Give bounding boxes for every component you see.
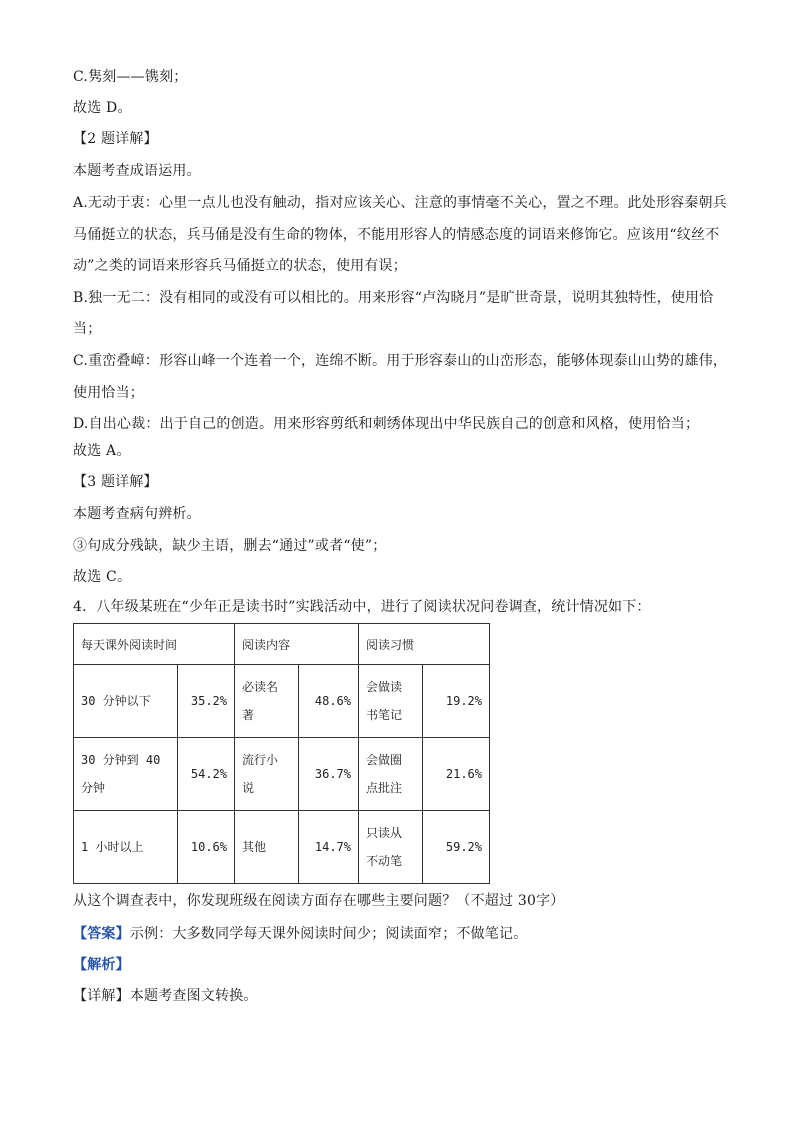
table-row: [74, 738, 490, 811]
table-cell: 35.2%: [178, 665, 235, 738]
option-a-line: A.无动于衷：心里一点儿也没有触动，指对应该关心、注意的事情毫不关心，置之不理。此处形容秦朝兵: [73, 195, 727, 211]
answer-text: 示例：大多数同学每天课外阅读时间少；阅读面窄；不做笔记。: [129, 926, 528, 942]
table-cell: 会做读 书笔记: [359, 665, 423, 738]
table-row: [74, 811, 490, 884]
table-cell: 其他: [235, 811, 299, 884]
table-cell: 1 小时以上: [74, 811, 178, 884]
text-line: ③句成分残缺，缺少主语，删去“通过”或者“使”；: [73, 538, 387, 554]
text-line: 本题考查病句辨析。: [73, 506, 201, 522]
option-a-line: 马俑挺立的状态，兵马俑是没有生命的物体，不能用形容人的情感态度的词语来修饰它。应该用“纹丝不: [73, 227, 720, 243]
text-line: 故选 C。: [73, 569, 132, 585]
table-cell: 必读名 著: [235, 665, 299, 738]
option-a-line: 动”之类的词语来形容兵马俑挺立的状态，使用有误；: [73, 258, 407, 274]
table-cell: 会做圈 点批注: [359, 738, 423, 811]
table-cell: 59.2%: [423, 811, 490, 884]
table-header-cell: 每天课外阅读时间: [74, 624, 235, 665]
option-b-line: B.独一无二：没有相同的或没有可以相比的。用来形容“卢沟晓月”是旷世奇景，说明其独特性，使用恰: [73, 290, 714, 306]
table-cell: 36.7%: [299, 738, 359, 811]
text-line: 故选 A。: [73, 443, 131, 459]
text-line: 故选 D。: [73, 100, 132, 116]
table-header-cell: 阅读习惯: [359, 624, 490, 665]
detail-line: [73, 986, 258, 1006]
detail-tag: 【详解】: [73, 988, 130, 1004]
question-4-stem: 4．八年级某班在“少年正是读书时”实践活动中，进行了阅读状况问卷调查，统计情况如下：: [73, 599, 651, 615]
option-b-line: 当；: [73, 321, 102, 337]
analysis-tag: 【解析】: [73, 957, 130, 973]
section-heading: 【2 题详解】: [73, 131, 158, 147]
option-c-line: C.重峦叠嶂：形容山峰一个连着一个，连绵不断。用于形容泰山的山峦形态，能够体现泰山山势的雄伟，: [73, 353, 728, 369]
detail-text: 本题考查图文转换。: [129, 988, 258, 1004]
table-cell: 19.2%: [423, 665, 490, 738]
option-d-line: D.自出心裁：出于自己的创造。用来形容剪纸和刺绣体现出中华民族自己的创意和风格，使用恰当；: [73, 416, 700, 432]
text-line: C.隽刻——镌刻；: [73, 69, 188, 85]
table-cell: 30 分钟以下: [74, 665, 178, 738]
table-header-row: [74, 624, 490, 665]
analysis-line: [73, 955, 130, 975]
answer-tag: 【答案】: [73, 926, 130, 942]
table-cell: 流行小 说: [235, 738, 299, 811]
table-cell: 只读从 不动笔: [359, 811, 423, 884]
table-cell: 48.6%: [299, 665, 359, 738]
section-heading: 【3 题详解】: [73, 474, 158, 490]
answer-line: [73, 924, 527, 944]
table-cell: 10.6%: [178, 811, 235, 884]
text-line: 本题考查成语运用。: [73, 163, 201, 179]
table-cell: 54.2%: [178, 738, 235, 811]
table-cell: 14.7%: [299, 811, 359, 884]
table-row: [74, 665, 490, 738]
table-cell: 21.6%: [423, 738, 490, 811]
option-c-line: 使用恰当；: [73, 385, 144, 401]
question-text: 从这个调查表中，你发现班级在阅读方面存在哪些主要问题？（不超过 30字）: [73, 893, 565, 909]
table-cell: 30 分钟到 40 分钟: [74, 738, 178, 811]
table-header-cell: 阅读内容: [235, 624, 359, 665]
survey-table: [73, 623, 490, 884]
